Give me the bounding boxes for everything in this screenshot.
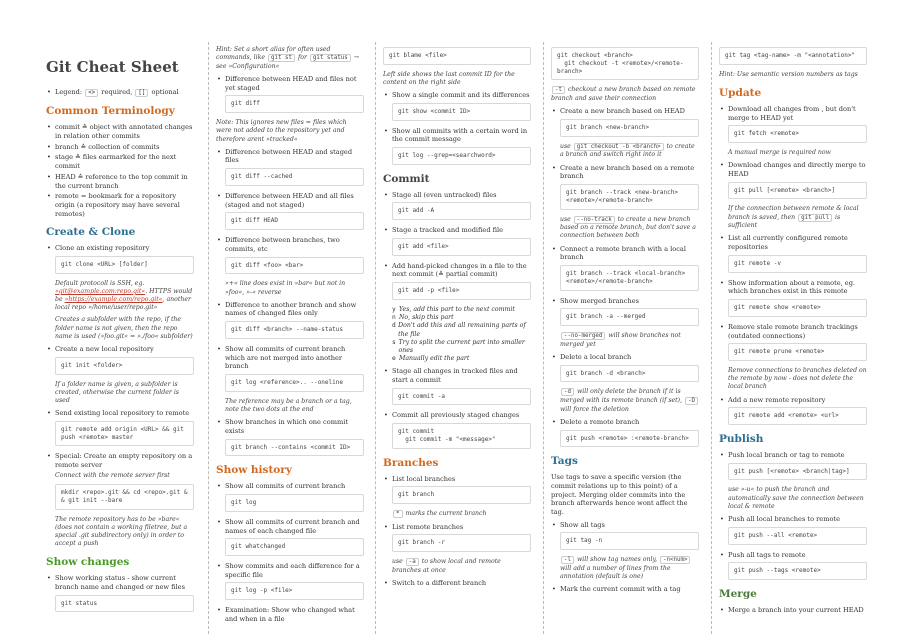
list-item: • Show all tags xyxy=(551,521,699,530)
list-item: • Stage all (even untracked) files xyxy=(383,191,531,200)
section-heading-branches: Branches xyxy=(383,456,439,469)
list-item: • Create a new local repository xyxy=(46,345,194,354)
code-block: git tag <tag-name> -m "<annotation>" xyxy=(719,47,867,65)
note: The remote repository has to be »bare« (does not contain a working filetree, but a special .git subdirectory only) in order to accept a push xyxy=(55,515,188,548)
list-item: • List remote branches xyxy=(383,523,531,532)
note: --no-merged will show branches not merged yet xyxy=(560,332,681,348)
list-item: • Show a single commit and its differences xyxy=(383,91,531,100)
note: Default protocoll is SSH, eg. »git@example.com:repo.git«. HTTPS would be »https://example.com/repo.git«, another local repo »/home/user/repo.git« xyxy=(55,279,193,312)
code-block: git whatchanged xyxy=(225,538,364,556)
legend: • Legend: <> required, [] optional xyxy=(46,88,194,98)
note: -d will only delete the branch if it is merged with its remote branch (if set), -D will force the deletion xyxy=(560,388,699,413)
list-item: • Show all commits of current branch and names of each changed file xyxy=(216,518,364,535)
list-item: • Show branches in which one commit exists xyxy=(216,418,364,435)
section-heading-create-clone: Create & Clone xyxy=(46,226,136,239)
list-item: • Push local branch or tag to remote xyxy=(719,451,867,460)
code-block: git tag -n xyxy=(560,532,699,550)
tags-intro: Use tags to save a specific version (the commit relations up to this point) of a project. Merging older commits into the branch afterwards hence wont affect the tag. xyxy=(551,473,688,517)
code-block: git diff --cached xyxy=(225,168,364,186)
note: »+« line does exist in »bar« but not in »foo«, »-« reverse xyxy=(225,280,346,296)
list-item: • Difference between branches, two commits, etc xyxy=(216,236,364,253)
option-row: d Don't add this and all remaining parts of the file xyxy=(392,322,526,338)
code-block: git diff <foo> <bar> xyxy=(225,257,364,275)
list-item: • Show commits and each difference for a specific file xyxy=(216,562,364,579)
list-item: • Remove stale remote branch trackings (outdated connections) xyxy=(719,323,867,340)
section-heading-publish: Publish xyxy=(719,433,764,446)
code-block: git add -A xyxy=(392,202,531,220)
section-heading-tags: Tags xyxy=(551,455,578,468)
note: -t checkout a new branch based on remote branch and save their connection xyxy=(551,86,696,103)
list-item: • Merge a branch into your current HEAD xyxy=(719,606,867,615)
code-block: git branch -d <branch> xyxy=(560,365,699,383)
code-block: git branch xyxy=(392,486,531,504)
column-divider xyxy=(543,42,544,634)
list-item: • Difference to another branch and show names of changed files only xyxy=(216,301,364,318)
note: If the connection between remote & local branch is saved, then git pull is sufficient xyxy=(728,205,859,230)
list-item: • Add a new remote repository xyxy=(719,396,867,405)
option-row: e Manually edit the part xyxy=(392,355,470,363)
column-divider xyxy=(375,42,376,634)
list-item: • List all currently configured remote repositories xyxy=(719,234,867,251)
section-heading-show-history: Show history xyxy=(216,464,292,477)
list-item: • Delete a local branch xyxy=(551,353,699,362)
example-link[interactable]: »https://example.com/repo.git« xyxy=(64,296,163,304)
code-block: git push --all <remote> xyxy=(728,527,867,545)
note: use »-u« to push the branch and automatically save the connection between local & remote xyxy=(728,486,864,510)
code-block: git log -p <file> xyxy=(225,582,364,600)
list-item: • Difference between HEAD and staged files xyxy=(216,148,364,165)
section-heading-show-changes: Show changes xyxy=(46,556,130,569)
note: use -a to show local and remote branches at once xyxy=(392,558,501,574)
note: The reference may be a branch or a tag, note the two dots at the end xyxy=(225,397,352,414)
option-row: s Try to split the current part into smaller ones xyxy=(392,338,525,354)
list-item: • Show information about a remote, eg. which branches exist in this remote xyxy=(719,279,867,296)
code-block: git remote add <remote> <url> xyxy=(728,407,867,425)
list-item: • Show all commits of current branch xyxy=(216,482,364,491)
list-item: • Connect a remote branch with a local branch xyxy=(551,245,699,262)
list-item: • Stage a tracked and modified file xyxy=(383,226,531,235)
column-2 xyxy=(216,44,364,626)
code-block: git push --tags <remote> xyxy=(728,562,867,580)
page-title: Git Cheat Sheet xyxy=(46,58,179,76)
code-block: git checkout <branch> git checkout -t <remote>/<remote-branch> xyxy=(551,47,699,80)
option-row: y Yes, add this part to the next commit xyxy=(392,305,515,313)
note: use --no-track to create a new branch based on a remote branch, but don't save a connection between both xyxy=(560,215,696,240)
code-block: git remote -v xyxy=(728,255,867,273)
list-item: • Mark the current commit with a tag xyxy=(551,585,699,594)
code-block: git pull [<remote> <branch>] xyxy=(728,182,867,200)
list-item: • Show all commits of current branch which are not merged into another branch xyxy=(216,345,364,371)
list-item: • Commit all previously staged changes xyxy=(383,411,531,420)
code-block: git log <reference>.. --oneline xyxy=(225,374,364,392)
list-item: • Examination: Show who changed what and when in a file xyxy=(216,606,364,623)
section-heading-merge: Merge xyxy=(719,588,757,601)
list-item: • Switch to a different branch xyxy=(383,579,531,588)
list-item: • Create a new branch based on a remote branch xyxy=(551,164,699,181)
code-block: git add <file> xyxy=(392,238,531,256)
code-block: git clone <URL> [folder] xyxy=(55,256,194,274)
code-block: git status xyxy=(55,595,194,613)
code-block: git show <commit ID> xyxy=(392,103,531,121)
note: A manual merge is required now xyxy=(728,149,831,157)
code-block: git remote prune <remote> xyxy=(728,343,867,361)
code-block: git log xyxy=(225,494,364,512)
note: use git checkout -b <branch> to create a branch and switch right into it xyxy=(560,142,695,159)
list-item: • Send existing local repository to remote xyxy=(46,409,194,418)
column-4 xyxy=(551,44,699,596)
list-item: • Show merged branches xyxy=(551,297,699,306)
code-block: git branch -r xyxy=(392,534,531,552)
code-block: git diff <branch> --name-status xyxy=(225,321,364,339)
section-heading-terminology: Common Terminology xyxy=(46,105,175,118)
list-item: • HEAD ≙ reference to the top commit in the current branch xyxy=(46,173,194,190)
note: Creates a subfolder with the repo, if the folder name is not given, then the repo name is used (»foo.git« = »./foo« subfolder) xyxy=(55,316,193,340)
column-5 xyxy=(719,44,867,617)
list-item: • Show all commits with a certain word in the commit message xyxy=(383,127,531,144)
code-block: git remote show <remote> xyxy=(728,299,867,317)
code-block: mkdir <repo>.git && cd <repo>.git & & git init --bare xyxy=(55,484,194,510)
list-item: • Special: Create an empty repository on a remote server xyxy=(46,452,194,469)
column-3 xyxy=(383,44,531,590)
column-divider xyxy=(711,42,712,634)
code-block: git diff xyxy=(225,95,364,113)
note: Note: This ignores new files = files which were not added to the repository yet and therefore arent »tracked« xyxy=(216,119,347,143)
section-heading-commit: Commit xyxy=(383,172,430,185)
code-block: git commit git commit -m "<message>" xyxy=(392,423,531,449)
code-block: git branch --contains <commit ID> xyxy=(225,439,364,457)
code-block: git branch <new-branch> xyxy=(560,119,699,137)
list-item: • Delete a remote branch xyxy=(551,418,699,427)
code-block: git branch -a --merged xyxy=(560,308,699,326)
list-item: • Difference between HEAD and all files (staged and not staged) xyxy=(216,192,364,209)
code-block: git remote add origin <URL> && git push <remote> master xyxy=(55,421,194,447)
note: Remove connections to branches deleted on the remote by now - does not delete the local branch xyxy=(728,367,867,391)
option-row: n No, skip this part xyxy=(392,314,454,322)
code-block: git push [<remote> <branch|tag>] xyxy=(728,463,867,481)
example-link[interactable]: »git@example.com:repo.git« xyxy=(55,287,146,295)
note: * marks the current branch xyxy=(392,510,531,519)
list-item: • List local branches xyxy=(383,475,531,484)
code-block: git push <remote> :<remote-branch> xyxy=(560,430,699,448)
list-item: • Push all tags to remote xyxy=(719,551,867,560)
list-item: • Clone an existing repository xyxy=(46,244,194,253)
column-divider xyxy=(208,42,209,634)
list-item: • remote = bookmark for a repository origin (a repository may have several remotes) xyxy=(46,192,194,218)
list-item: • Create a new branch based on HEAD xyxy=(551,107,699,116)
list-item: • Stage all changes in tracked files and start a commit xyxy=(383,367,531,384)
list-item: • Push all local branches to remote xyxy=(719,515,867,524)
code-block: git commit -a xyxy=(392,388,531,406)
list-item: • branch ≙ collection of commits xyxy=(46,143,194,152)
note: Left side shows the last commit ID for the content on the right side xyxy=(383,70,515,86)
code-block: git branch --track <new-branch> <remote>/<remote-branch> xyxy=(560,184,699,210)
column-1 xyxy=(46,36,194,618)
list-item: • Show working status - show current branch name and changed or new files xyxy=(46,574,194,591)
code-block: git log --grep=<searchword> xyxy=(392,147,531,165)
list-item: • Download changes and directly merge to HEAD xyxy=(719,161,867,178)
code-block: git diff HEAD xyxy=(225,212,364,230)
hint: Hint: Use semantic version numbers as tags xyxy=(719,70,858,78)
note: If a folder name is given, a subfolder is created, otherwise the current folder is used xyxy=(55,380,179,404)
code-block: git init <folder> xyxy=(55,357,194,375)
list-item: • Download all changes from , but don't merge to HEAD yet xyxy=(719,105,867,122)
code-block: git fetch <remote> xyxy=(728,125,867,143)
code-block: git branch --track <local-branch> <remote>/<remote-branch> xyxy=(560,265,699,291)
note: Connect with the remote server first xyxy=(55,471,170,479)
code-block: git add -p <file> xyxy=(392,282,531,300)
list-item: • commit ≙ object with annotated changes in relation other commits xyxy=(46,123,194,140)
list-item: • Difference between HEAD and files not yet staged xyxy=(216,75,364,92)
note: -l will show tag names only, -n<num> will add a number of lines from the annotation (default is one) xyxy=(560,556,699,581)
list-item: • stage ≙ files earmarked for the next commit xyxy=(46,153,194,170)
code-block: git blame <file> xyxy=(383,47,531,65)
list-item: • Add hand-picked changes in a file to the next commit (≙ partial commit) xyxy=(383,262,531,279)
hint: Hint: Set a short alias for often used commands, like git st for git status → see »Configuration« xyxy=(216,46,359,70)
section-heading-update: Update xyxy=(719,86,762,99)
